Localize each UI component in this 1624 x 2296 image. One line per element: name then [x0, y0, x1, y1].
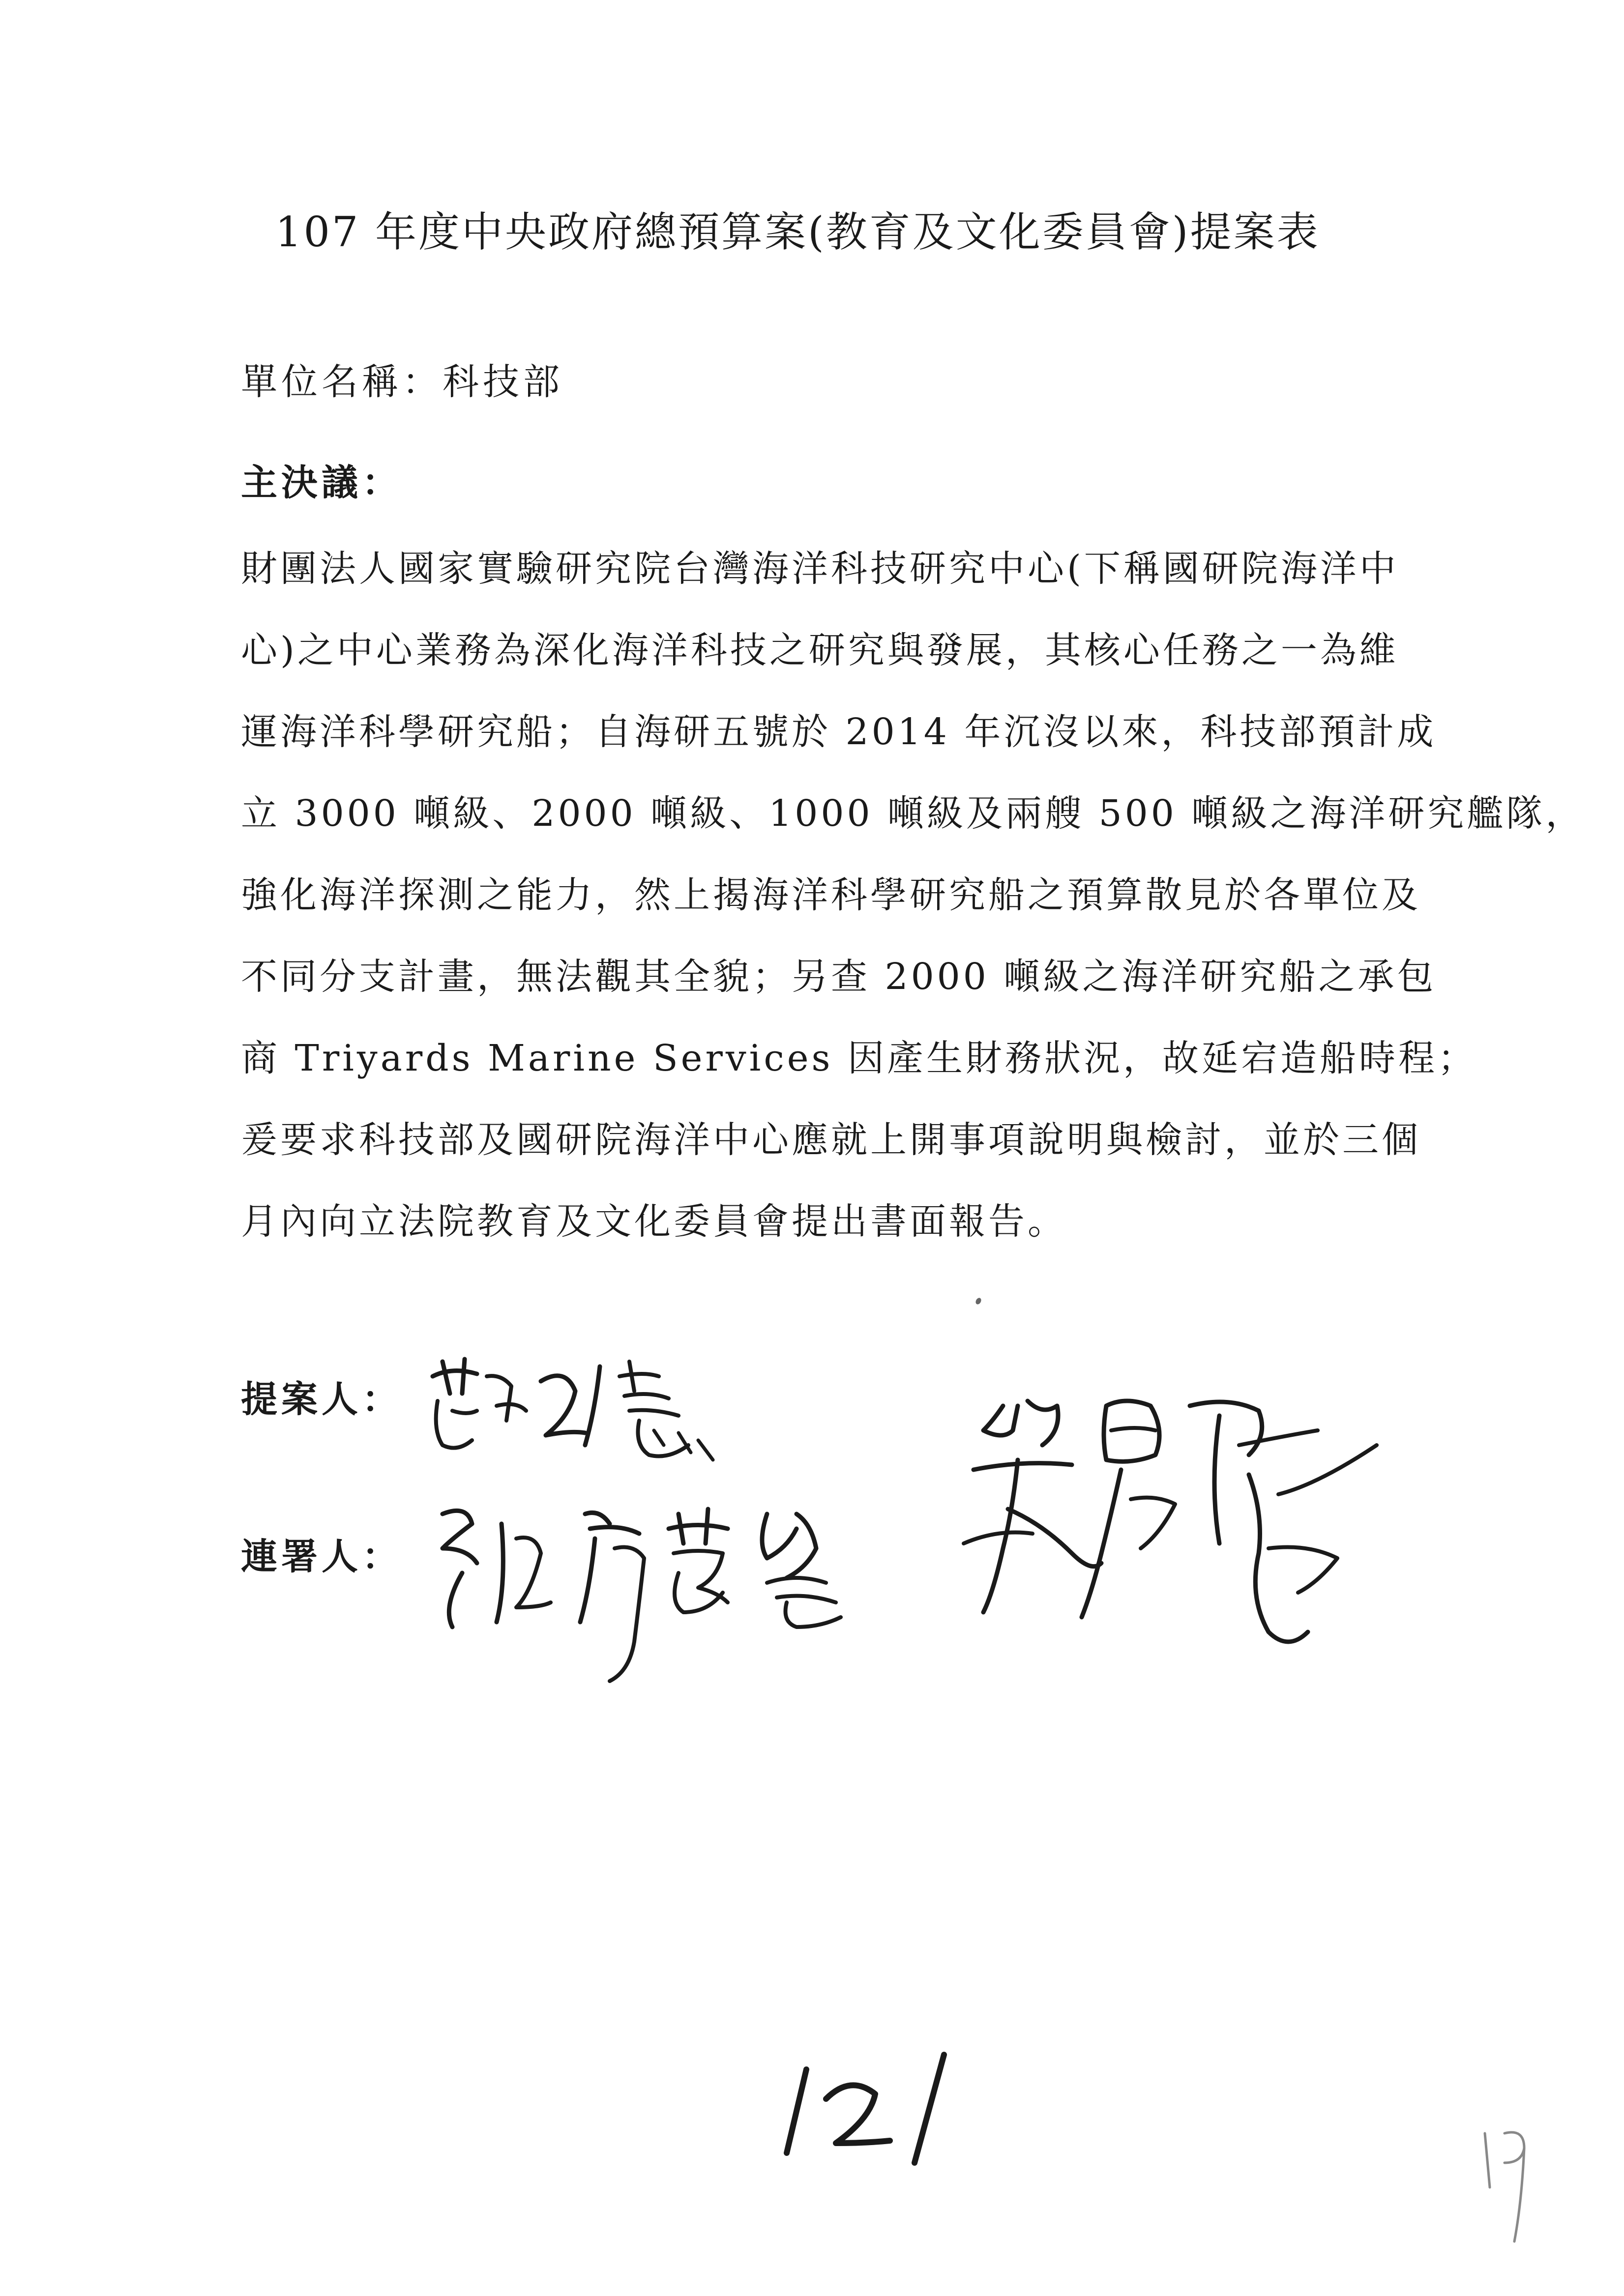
- handwritten-page-number: [767, 2045, 974, 2173]
- ink-speck: [974, 1297, 982, 1305]
- main-resolution-label: 主決議：: [241, 462, 402, 504]
- body-line: 心)之中心業務為深化海洋科技之研究與發展，其核心任務之一為維: [241, 629, 1399, 671]
- cosigner-label: 連署人：: [241, 1536, 402, 1578]
- body-line: 商 Triyards Marine Services 因產生財務狀況，故延宕造船時程；: [241, 1037, 1477, 1079]
- body-line: 財團法人國家實驗研究院台灣海洋科技研究中心(下稱國研院海洋中: [241, 548, 1399, 590]
- document-title: 107 年度中央政府總預算案(教育及文化委員會)提案表: [275, 208, 1320, 256]
- proposer-label: 提案人：: [241, 1378, 402, 1421]
- resolution-body: [241, 548, 1585, 1285]
- unit-name: 單位名稱：科技部: [241, 361, 563, 403]
- body-line: 立 3000 噸級、2000 噸級、1000 噸級及兩艘 500 噸級之海洋研究艦隊，: [241, 792, 1585, 835]
- body-line: 不同分支計畫，無法觀其全貌；另查 2000 噸級之海洋研究船之承包: [241, 956, 1437, 998]
- proposer-signature: [423, 1347, 728, 1475]
- body-line: 強化海洋探測之能力，然上揭海洋科學研究船之預算散見於各單位及: [241, 874, 1421, 916]
- cosigner-signature-1: [423, 1494, 905, 1701]
- corner-annotation: [1475, 2114, 1544, 2251]
- body-line: 爰要求科技部及國研院海洋中心應就上開事項說明與檢討，並於三個: [241, 1119, 1421, 1161]
- body-line: 運海洋科學研究船；自海研五號於 2014 年沉沒以來，科技部預計成: [241, 711, 1437, 753]
- body-line: 月內向立法院教育及文化委員會提出書面報告。: [241, 1200, 1067, 1243]
- cosigner-signature-2: [944, 1386, 1426, 1691]
